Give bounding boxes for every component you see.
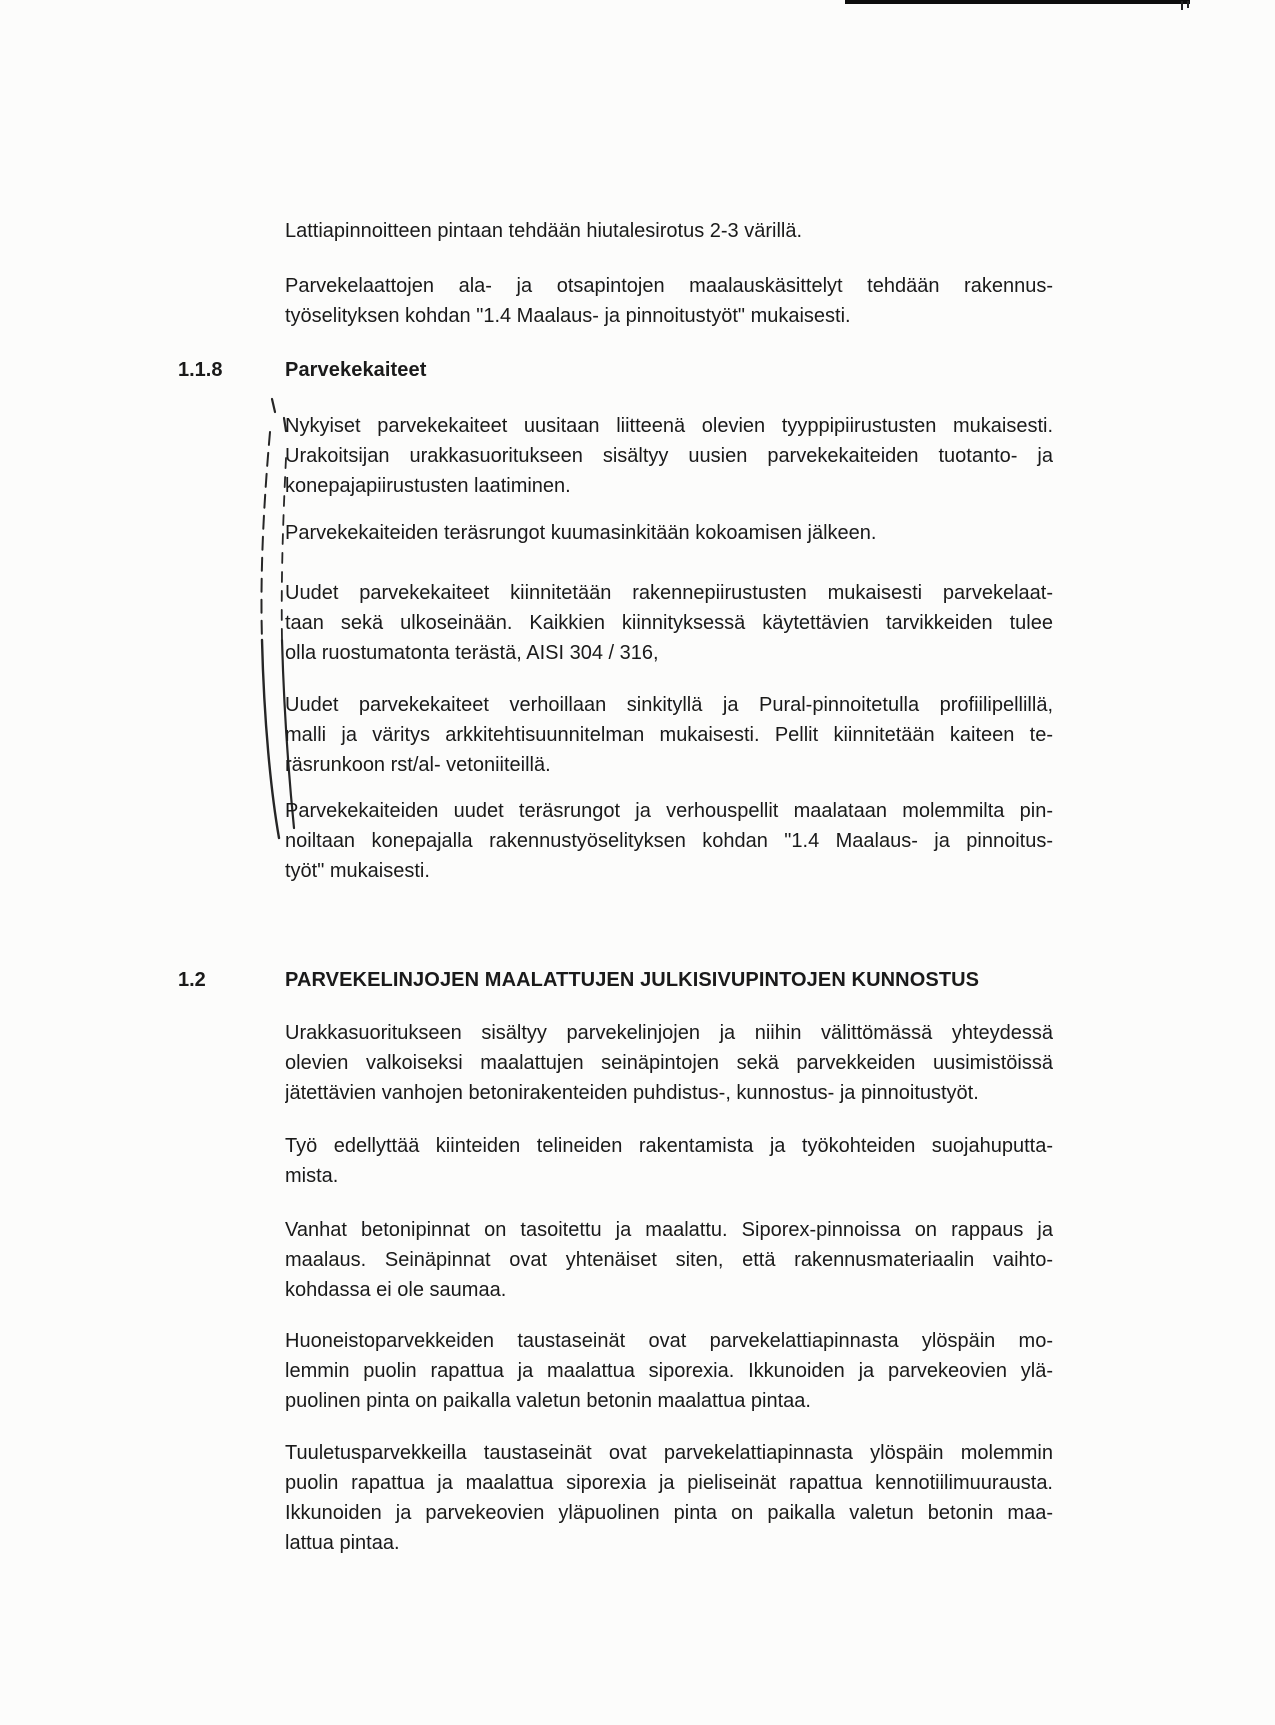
section-title: PARVEKELINJOJEN MAALATTUJEN JULKISIVUPINTOJEN KUNNOSTUS: [285, 969, 980, 991]
paragraph: [285, 578, 1053, 668]
text-line: Nykyiset parvekekaiteet uusitaan liitteenä olevien tyyppipiirustusten mukaisesti.: [285, 415, 1053, 437]
text-line: malli ja väritys arkkitehtisuunnitelman mukaisesti. Pellit kiinnitetään kaiteen te-: [285, 724, 1053, 746]
scan-artifact-tick: [1187, 1, 1189, 8]
text-line: Urakoitsijan urakkasuoritukseen sisältyy uusien parvekekaiteiden tuotanto- ja: [285, 445, 1053, 467]
paragraph: [285, 690, 1053, 780]
text-line: noiltaan konepajalla rakennustyöselityksen kohdan "1.4 Maalaus- ja pinnoitus-: [285, 830, 1053, 852]
text-line: Lattiapinnoitteen pintaan tehdään hiutalesirotus 2-3 värillä.: [285, 220, 803, 242]
text-line: mista.: [285, 1165, 339, 1187]
section-number: 1.1.8: [178, 359, 223, 381]
text-line: Parvekekaiteiden uudet teräsrungot ja verhouspellit maalataan molemmilta pin-: [285, 800, 1053, 822]
paragraph: [285, 1438, 1053, 1558]
text-line: Vanhat betonipinnat on tasoitettu ja maalattu. Siporex-pinnoissa on rappaus ja: [285, 1219, 1053, 1241]
text-line: räsrunkoon rst/al- vetoniiteillä.: [285, 754, 551, 776]
text-line: kohdassa ei ole saumaa.: [285, 1279, 507, 1301]
paragraph: [285, 411, 1053, 501]
text-line: Uudet parvekekaiteet verhoillaan sinkityllä ja Pural-pinnoitetulla profiilipellillä,: [285, 694, 1053, 716]
document-body: [178, 0, 1053, 1558]
paragraph: [285, 1018, 1053, 1108]
text-line: Huoneistoparvekkeiden taustaseinät ovat parvekelattiapinnasta ylöspäin mo-: [285, 1330, 1053, 1352]
text-line: konepajapiirustusten laatiminen.: [285, 475, 571, 497]
text-line: Urakkasuoritukseen sisältyy parvekelinjojen ja niihin välittömässä yhteydessä: [285, 1022, 1053, 1044]
paragraph: [285, 216, 1053, 246]
text-line: Parvekelaattojen ala- ja otsapintojen maalauskäsittelyt tehdään rakennus-: [285, 275, 1053, 297]
section-heading: [178, 965, 1053, 995]
scan-artifact-tick: [1181, 1, 1183, 10]
text-line: Tuuletusparvekkeilla taustaseinät ovat parvekelattiapinnasta ylöspäin molemmin: [285, 1442, 1053, 1464]
text-line: jätettävien vanhojen betonirakenteiden puhdistus-, kunnostus- ja pinnoitustyöt.: [285, 1082, 979, 1104]
text-line: puolinen pinta on paikalla valetun betonin maalattua pintaa.: [285, 1390, 811, 1412]
paragraph: [285, 1215, 1053, 1305]
text-line: Uudet parvekekaiteet kiinnitetään rakennepiirustusten mukaisesti parvekelaat-: [285, 582, 1053, 604]
paragraph: [285, 271, 1053, 331]
text-line: olla ruostumatonta terästä, AISI 304 / 316,: [285, 642, 659, 664]
text-line: lemmin puolin rapattua ja maalattua siporexia. Ikkunoiden ja parvekeovien ylä-: [285, 1360, 1053, 1382]
text-line: puolin rapattua ja maalattua siporexia ja pieliseinät rapattua kennotiilimuurausta.: [285, 1472, 1053, 1494]
section-number: 1.2: [178, 969, 206, 991]
text-line: maalaus. Seinäpinnat ovat yhtenäiset siten, että rakennusmateriaalin vaihto-: [285, 1249, 1053, 1271]
paragraph: [285, 518, 1053, 548]
paragraph: [285, 1326, 1053, 1416]
text-line: lattua pintaa.: [285, 1532, 400, 1554]
paragraph: [285, 796, 1053, 886]
section-heading: [178, 355, 1053, 385]
text-line: olevien valkoiseksi maalattujen seinäpintojen sekä parvekkeiden uusimistöissä: [285, 1052, 1053, 1074]
text-line: työselityksen kohdan "1.4 Maalaus- ja pinnoitustyöt" mukaisesti.: [285, 305, 851, 327]
text-line: Työ edellyttää kiinteiden telineiden rakentamista ja työkohteiden suojahuputta-: [285, 1135, 1053, 1157]
text-line: Ikkunoiden ja parvekeovien yläpuolinen pinta on paikalla valetun betonin maa-: [285, 1502, 1053, 1524]
text-line: työt" mukaisesti.: [285, 860, 430, 882]
section-title: Parvekekaiteet: [285, 359, 427, 381]
text-line: Parvekekaiteiden teräsrungot kuumasinkitään kokoamisen jälkeen.: [285, 522, 877, 544]
paragraph: [285, 1131, 1053, 1191]
text-line: taan sekä ulkoseinään. Kaikkien kiinnityksessä käytettävien tarvikkeiden tulee: [285, 612, 1053, 634]
